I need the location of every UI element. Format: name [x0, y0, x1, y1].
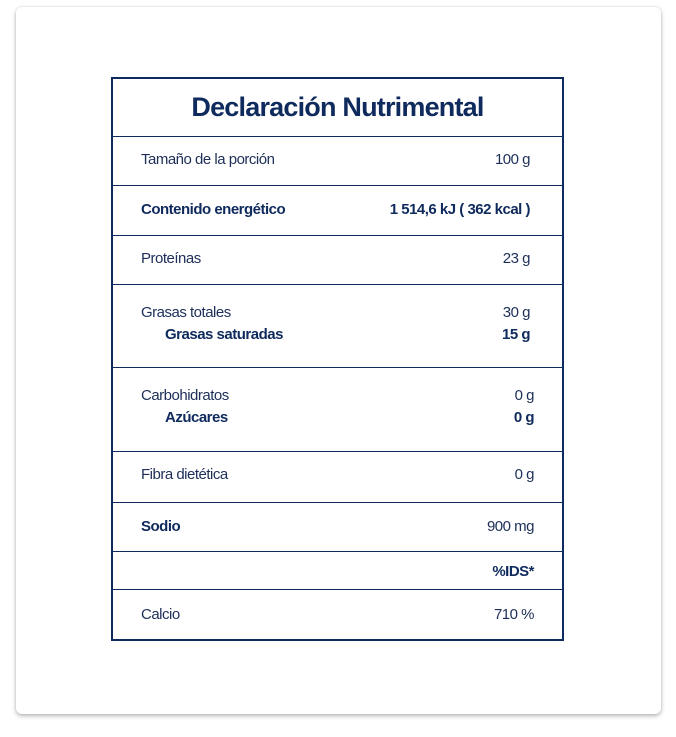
protein-label: Proteínas [141, 250, 201, 267]
energy-value: 1 514,6 kJ ( 362 kcal ) [389, 201, 530, 218]
protein-value: 23 g [502, 250, 530, 267]
table-title: Declaración Nutrimental [191, 92, 484, 122]
row-fats [113, 285, 562, 368]
carbohydrates-value: 0 g [514, 387, 534, 404]
sodium-value: 900 mg [486, 518, 534, 535]
row-carbohydrates [113, 368, 562, 452]
title-row [113, 79, 562, 137]
saturated-fat-value: 15 g [501, 326, 530, 343]
energy-label: Contenido energético [141, 201, 286, 218]
row-serving-size [113, 137, 562, 186]
carbohydrates-label: Carbohidratos [141, 387, 229, 404]
nutrition-facts-table [111, 77, 564, 641]
fiber-label: Fibra dietética [141, 466, 228, 483]
sodium-label: Sodio [141, 518, 181, 535]
row-calcium [113, 590, 562, 641]
serving-size-value: 100 g [494, 151, 530, 168]
saturated-fat-label: Grasas saturadas [165, 326, 283, 343]
sugars-value: 0 g [513, 409, 534, 426]
total-fat-value: 30 g [502, 304, 530, 321]
serving-size-label: Tamaño de la porción [141, 151, 275, 168]
fiber-value: 0 g [514, 466, 534, 483]
row-protein [113, 236, 562, 285]
sugars-label: Azúcares [165, 409, 228, 426]
total-fat-label: Grasas totales [141, 304, 231, 321]
ids-header: %IDS* [492, 563, 534, 580]
row-fiber [113, 452, 562, 503]
row-sodium [113, 503, 562, 552]
row-energy [113, 186, 562, 236]
calcium-label: Calcio [141, 606, 180, 623]
calcium-value: 710 % [493, 606, 534, 623]
row-ids-header [113, 552, 562, 590]
